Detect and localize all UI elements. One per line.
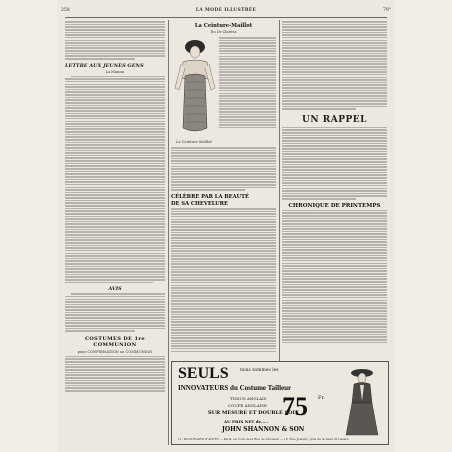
text-block [219,36,276,129]
ad-price-unit: Fr. [318,395,325,401]
ad-headline: SEULS [178,365,229,382]
text-block [171,208,276,352]
lady-in-suit-illustration [342,367,382,437]
magazine-page [57,0,395,452]
ad-company-name: JOHN SHANNON & SON [222,426,305,433]
header-rule [65,17,387,18]
text-block [282,210,387,344]
text-block [65,76,165,284]
article-subtitle: Du Dr Clarens [210,30,237,34]
section-heading: COSTUMES DE 1re COMMUNION [85,335,145,348]
column-divider [168,20,169,445]
ad-feature: TISSUS ANGLAIS [230,396,267,401]
text-block [171,147,276,191]
section-subheading: pour CONFIRMATION ou COMMUNION [77,349,153,354]
ad-price-label: AU PRIX NET de..... [224,419,269,424]
text-block [282,127,387,200]
article-subtitle: DE SA CHEVELURE [171,200,228,207]
column-left [65,20,165,445]
page-header [57,8,395,16]
ad-price: 75 [282,392,308,421]
ad-subheadline: INNOVATEURS du Costume Tailleur [178,384,292,392]
page-number: 258 [61,8,70,13]
ad-address: 11, BOULEVARD D'ANTIN — Paris, au Coin de la Rue de Choiseul — 10, Rue Joubert, près de la Gare St-Lazare [178,437,349,441]
issue-number: 79° [383,8,391,13]
text-block [282,21,387,110]
advertisement-box [171,361,389,445]
corset-figure-illustration [173,38,217,142]
section-heading: AVIS [108,286,122,293]
text-block [65,293,165,332]
text-block [65,21,165,60]
section-heading: LETTRE AUX JEUNES GENS [65,62,144,69]
article-title: La Ceinture-Maillot [194,23,253,29]
ad-feature: COUPE ANGLAISE [228,403,267,408]
magazine-title: LA MODE ILLUSTRÉE [195,8,257,13]
figure-caption: La Ceinture-Maillot [176,140,212,144]
text-block [65,356,165,392]
section-heading: UN RAPPEL [302,114,367,125]
article-with-figure [171,36,276,146]
section-subheading: La Maison [105,69,125,74]
ad-feature: SUR MESURE ET DOUBLÉ SOIE [208,410,299,416]
section-heading: CHRONIQUE DE PRINTEMPS [288,202,381,209]
article-title: CÉLÈBRE PAR LA BEAUTÉ [171,193,249,200]
ad-tagline: nous sommes les [240,368,279,373]
